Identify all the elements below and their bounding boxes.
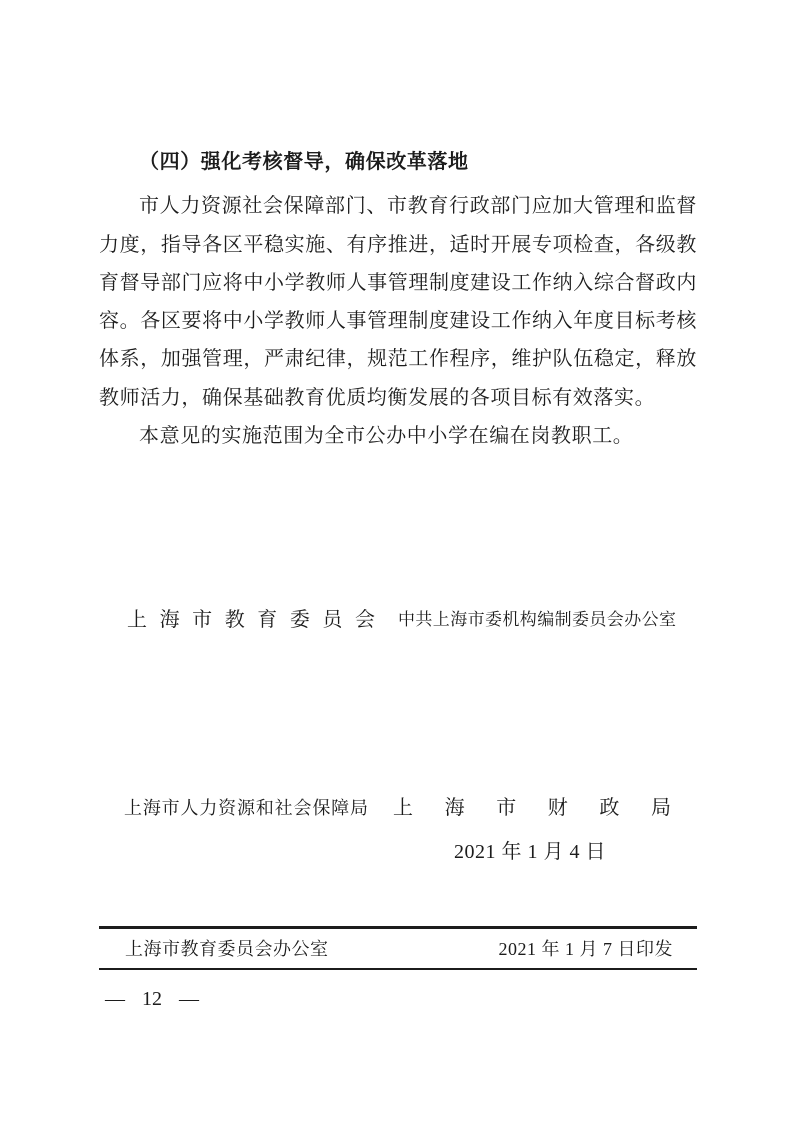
signature-date-row: [99, 833, 697, 871]
section-heading: （四）强化考核督导，确保改革落地: [139, 151, 469, 173]
signature-date: 2021 年 1 月 4 日: [454, 840, 606, 863]
signature-row-1: [99, 601, 697, 639]
body-paragraph-2: 本意见的实施范围为全市公办中小学在编在岗教职工。: [139, 425, 634, 448]
body-paragraph-1: 市人力资源社会保障部门、市教育行政部门应加大管理和监督力度，指导各区平稳实施、有序推进，适时开展专项检查，各级教育督导部门应将中小学教师人事管理制度建设工作纳入综合督政内容。各区要将中小学教师人事管理制度建设工作纳入年度目标考核体系，加强管理，严肃纪律，规范工作程序，维护队伍稳定，释放教师活力，确保基础教育优质均衡发展的各项目标有效落实。: [99, 195, 697, 409]
footer-row: [99, 929, 697, 968]
signature-row-2: [99, 789, 697, 827]
signature-org-education-commission: 上海市教育委员会: [127, 609, 375, 632]
footer-issuer: 上海市教育委员会办公室: [125, 939, 329, 960]
footer-rule-bottom: [99, 968, 697, 971]
footer-print-date: 2021 年 1 月 7 日印发: [498, 939, 673, 960]
page-number: — 12 —: [105, 988, 199, 1011]
signature-org-party-staffing-office: 中共上海市委机构编制委员会办公室: [398, 610, 677, 630]
document-content: [99, 0, 697, 1018]
signature-org-hr-social-security-bureau: 上海市人力资源和社会保障局: [124, 797, 368, 818]
signature-org-finance-bureau: 上海市财政局: [393, 796, 671, 819]
